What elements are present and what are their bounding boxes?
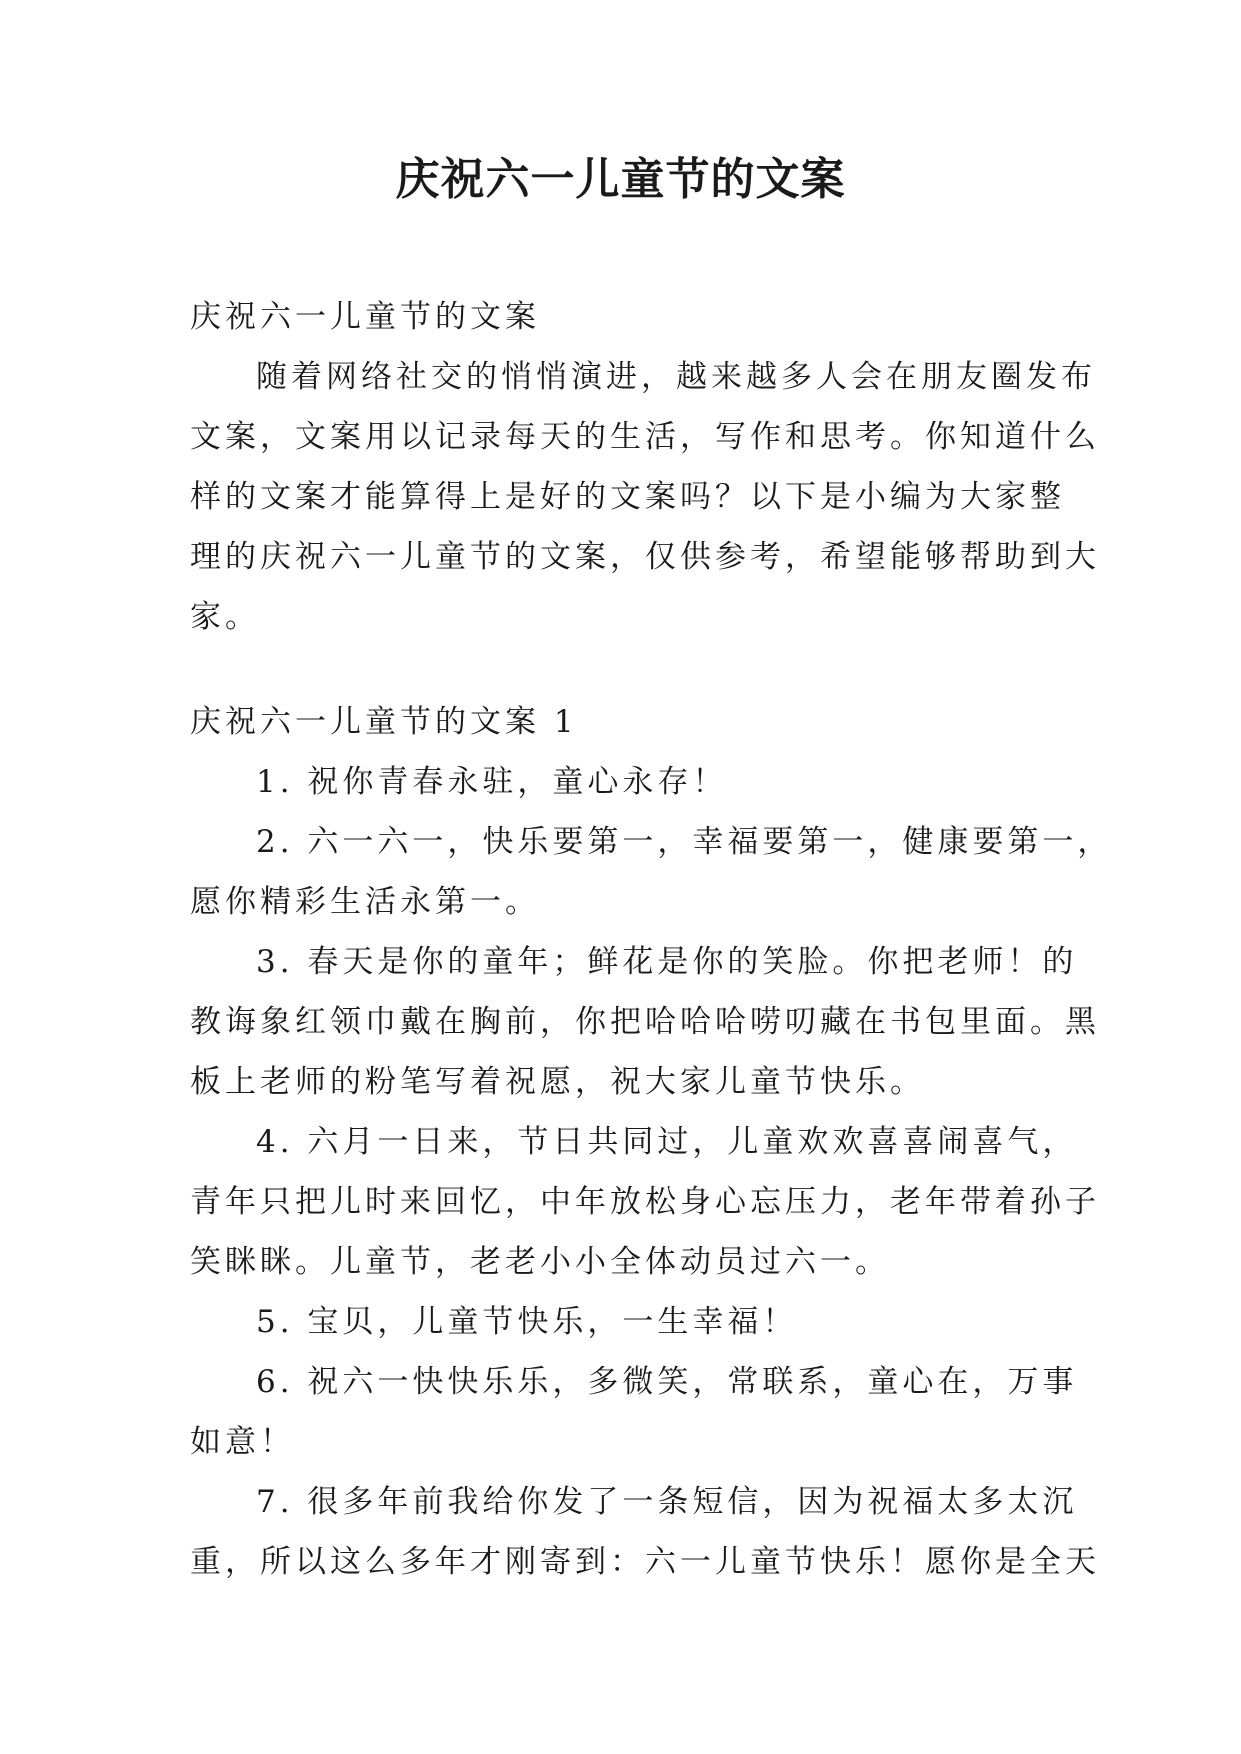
item-line: 3. 春天是你的童年；鲜花是你的笑脸。你把老师！的 bbox=[256, 944, 1078, 980]
intro-paragraph bbox=[190, 347, 1100, 647]
item-line: 重，所以这么多年才刚寄到：六一儿童节快乐！愿你是全天 bbox=[190, 1544, 1100, 1580]
intro-line: 样的文案才能算得上是好的文案吗？以下是小编为大家整 bbox=[190, 479, 1065, 515]
item-line: 7. 很多年前我给你发了一条短信，因为祝福太多太沉 bbox=[256, 1484, 1078, 1520]
intro-line: 家。 bbox=[190, 599, 260, 635]
intro-line: 随着网络社交的悄悄演进，越来越多人会在朋友圈发布 bbox=[256, 359, 1096, 395]
item-line: 2. 六一六一，快乐要第一，幸福要第一，健康要第一， bbox=[256, 824, 1113, 860]
item-line: 教诲象红领巾戴在胸前，你把哈哈哈唠叨藏在书包里面。黑 bbox=[190, 1004, 1100, 1040]
item-line: 1. 祝你青春永驻，童心永存！ bbox=[256, 764, 728, 800]
list-item bbox=[190, 1352, 1078, 1472]
list-item bbox=[190, 932, 1100, 1112]
item-line: 青年只把儿时来回忆，中年放松身心忘压力，老年带着孙子 bbox=[190, 1184, 1100, 1220]
intro-line: 文案，文案用以记录每天的生活，写作和思考。你知道什么 bbox=[190, 419, 1100, 455]
section-heading: 庆祝六一儿童节的文案 1 bbox=[190, 704, 578, 740]
item-line: 笑眯眯。儿童节，老老小小全体动员过六一。 bbox=[190, 1244, 890, 1280]
intro-line: 理的庆祝六一儿童节的文案，仅供参考，希望能够帮助到大 bbox=[190, 539, 1100, 575]
document-title: 庆祝六一儿童节的文案 bbox=[395, 154, 846, 205]
list-item bbox=[190, 1112, 1100, 1292]
subheading: 庆祝六一儿童节的文案 bbox=[190, 299, 540, 335]
list-item bbox=[190, 752, 1058, 812]
list-item bbox=[190, 812, 1113, 932]
item-line: 4. 六月一日来，节日共同过，儿童欢欢喜喜闹喜气， bbox=[256, 1124, 1078, 1160]
item-line: 5. 宝贝，儿童节快乐，一生幸福！ bbox=[256, 1304, 798, 1340]
item-line: 如意！ bbox=[190, 1424, 295, 1460]
item-line: 愿你精彩生活永第一。 bbox=[190, 884, 540, 920]
item-line: 板上老师的粉笔写着祝愿，祝大家儿童节快乐。 bbox=[190, 1064, 925, 1100]
document-body bbox=[190, 287, 1113, 1592]
section-spacer bbox=[190, 647, 1058, 692]
list-item bbox=[190, 1292, 1058, 1352]
list-item bbox=[190, 1472, 1100, 1592]
item-line: 6. 祝六一快快乐乐，多微笑，常联系，童心在，万事 bbox=[256, 1364, 1078, 1400]
